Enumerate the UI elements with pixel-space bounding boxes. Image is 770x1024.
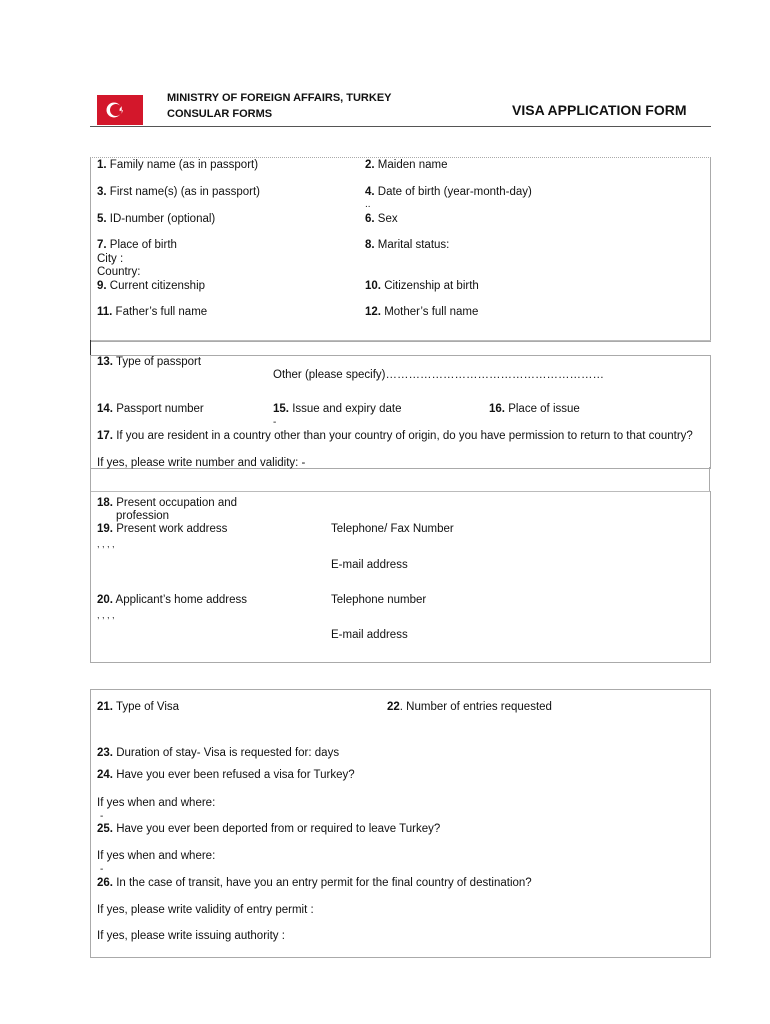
field-visa-type[interactable]: 21. Type of Visa bbox=[97, 701, 180, 713]
field-id-number[interactable]: 5. ID-number (optional) bbox=[97, 213, 216, 225]
field-passport-number[interactable]: 14. Passport number bbox=[97, 403, 204, 415]
field-first-names[interactable]: 3. First name(s) (as in passport) bbox=[97, 186, 260, 198]
field-visa-refused[interactable]: 24. Have you ever been refused a visa for Turkey? bbox=[97, 769, 355, 781]
field-work-email[interactable]: E-mail address bbox=[331, 559, 408, 571]
field-place-of-issue[interactable]: 16. Place of issue bbox=[489, 403, 580, 415]
field-deported-when-where[interactable]: If yes when and where: bbox=[97, 850, 216, 862]
form-title: VISA APPLICATION FORM bbox=[512, 102, 687, 118]
field-sex[interactable]: 6. Sex bbox=[365, 213, 398, 225]
field-place-of-birth[interactable]: 7. Place of birth bbox=[97, 239, 177, 251]
field-family-name[interactable]: 1. Family name (as in passport) bbox=[97, 159, 259, 171]
divider bbox=[90, 340, 711, 341]
field-home-email[interactable]: E-mail address bbox=[331, 629, 408, 641]
field-city[interactable]: City : bbox=[97, 253, 124, 265]
field-date-of-birth[interactable]: 4. Date of birth (year-month-day) bbox=[365, 186, 532, 198]
field-passport-type[interactable]: 13. Type of passport bbox=[97, 356, 202, 368]
field-current-citizenship[interactable]: 9. Current citizenship bbox=[97, 280, 206, 292]
field-mothers-name[interactable]: 12. Mother’s full name bbox=[365, 306, 479, 318]
field-home-address[interactable]: 20. Applicant’s home address bbox=[97, 594, 248, 606]
divider bbox=[709, 467, 711, 491]
field-marital-status[interactable]: 8. Marital status: bbox=[365, 239, 450, 251]
field-duration-of-stay[interactable]: 23. Duration of stay- Visa is requested for: days bbox=[97, 747, 340, 759]
field-return-permission[interactable]: 17. If you are resident in a country other than your country of origin, do you have permission to return to that country? bbox=[97, 430, 693, 442]
turkey-flag bbox=[97, 95, 143, 125]
field-country[interactable]: Country: bbox=[97, 266, 141, 278]
field-citizenship-at-birth[interactable]: 10. Citizenship at birth bbox=[365, 280, 479, 292]
field-issue-expiry[interactable]: 15. Issue and expiry date bbox=[273, 403, 402, 415]
field-passport-other[interactable]: Other (please specify)………………………………………………… bbox=[273, 369, 604, 381]
ministry-title: MINISTRY OF FOREIGN AFFAIRS, TURKEY bbox=[167, 92, 392, 104]
refused-dash: - bbox=[100, 811, 104, 822]
deported-dash: - bbox=[100, 864, 104, 875]
field-permit-validity[interactable]: If yes, please write validity of entry permit : bbox=[97, 904, 314, 916]
issue-dash: - bbox=[273, 417, 277, 428]
field-entries-requested[interactable]: 22. Number of entries requested bbox=[387, 701, 552, 713]
dob-dots: .. bbox=[365, 199, 371, 210]
field-maiden-name[interactable]: 2. Maiden name bbox=[365, 159, 448, 171]
consular-forms: CONSULAR FORMS bbox=[167, 108, 273, 120]
field-deported[interactable]: 25. Have you ever been deported from or required to leave Turkey? bbox=[97, 823, 441, 835]
field-return-permission-details[interactable]: If yes, please write number and validity: - bbox=[97, 457, 306, 469]
field-refused-when-where[interactable]: If yes when and where: bbox=[97, 797, 216, 809]
field-fathers-name[interactable]: 11. Father’s full name bbox=[97, 306, 208, 318]
field-permit-authority[interactable]: If yes, please write issuing authority : bbox=[97, 930, 285, 942]
cursor-mark bbox=[90, 340, 92, 355]
crescent-star-icon bbox=[97, 95, 143, 125]
field-occupation[interactable]: 18. Present occupation and bbox=[97, 497, 238, 509]
home-address-commas: , , , , bbox=[97, 610, 115, 620]
divider bbox=[90, 467, 92, 491]
header-rule bbox=[90, 126, 711, 127]
field-occupation-cont: profession bbox=[116, 510, 170, 522]
field-home-telephone[interactable]: Telephone number bbox=[331, 594, 427, 606]
field-work-address[interactable]: 19. Present work address bbox=[97, 523, 228, 535]
field-transit-permit[interactable]: 26. In the case of transit, have you an entry permit for the final country of destination? bbox=[97, 877, 532, 889]
work-address-commas: , , , , bbox=[97, 539, 115, 549]
field-work-telephone-fax[interactable]: Telephone/ Fax Number bbox=[331, 523, 454, 535]
